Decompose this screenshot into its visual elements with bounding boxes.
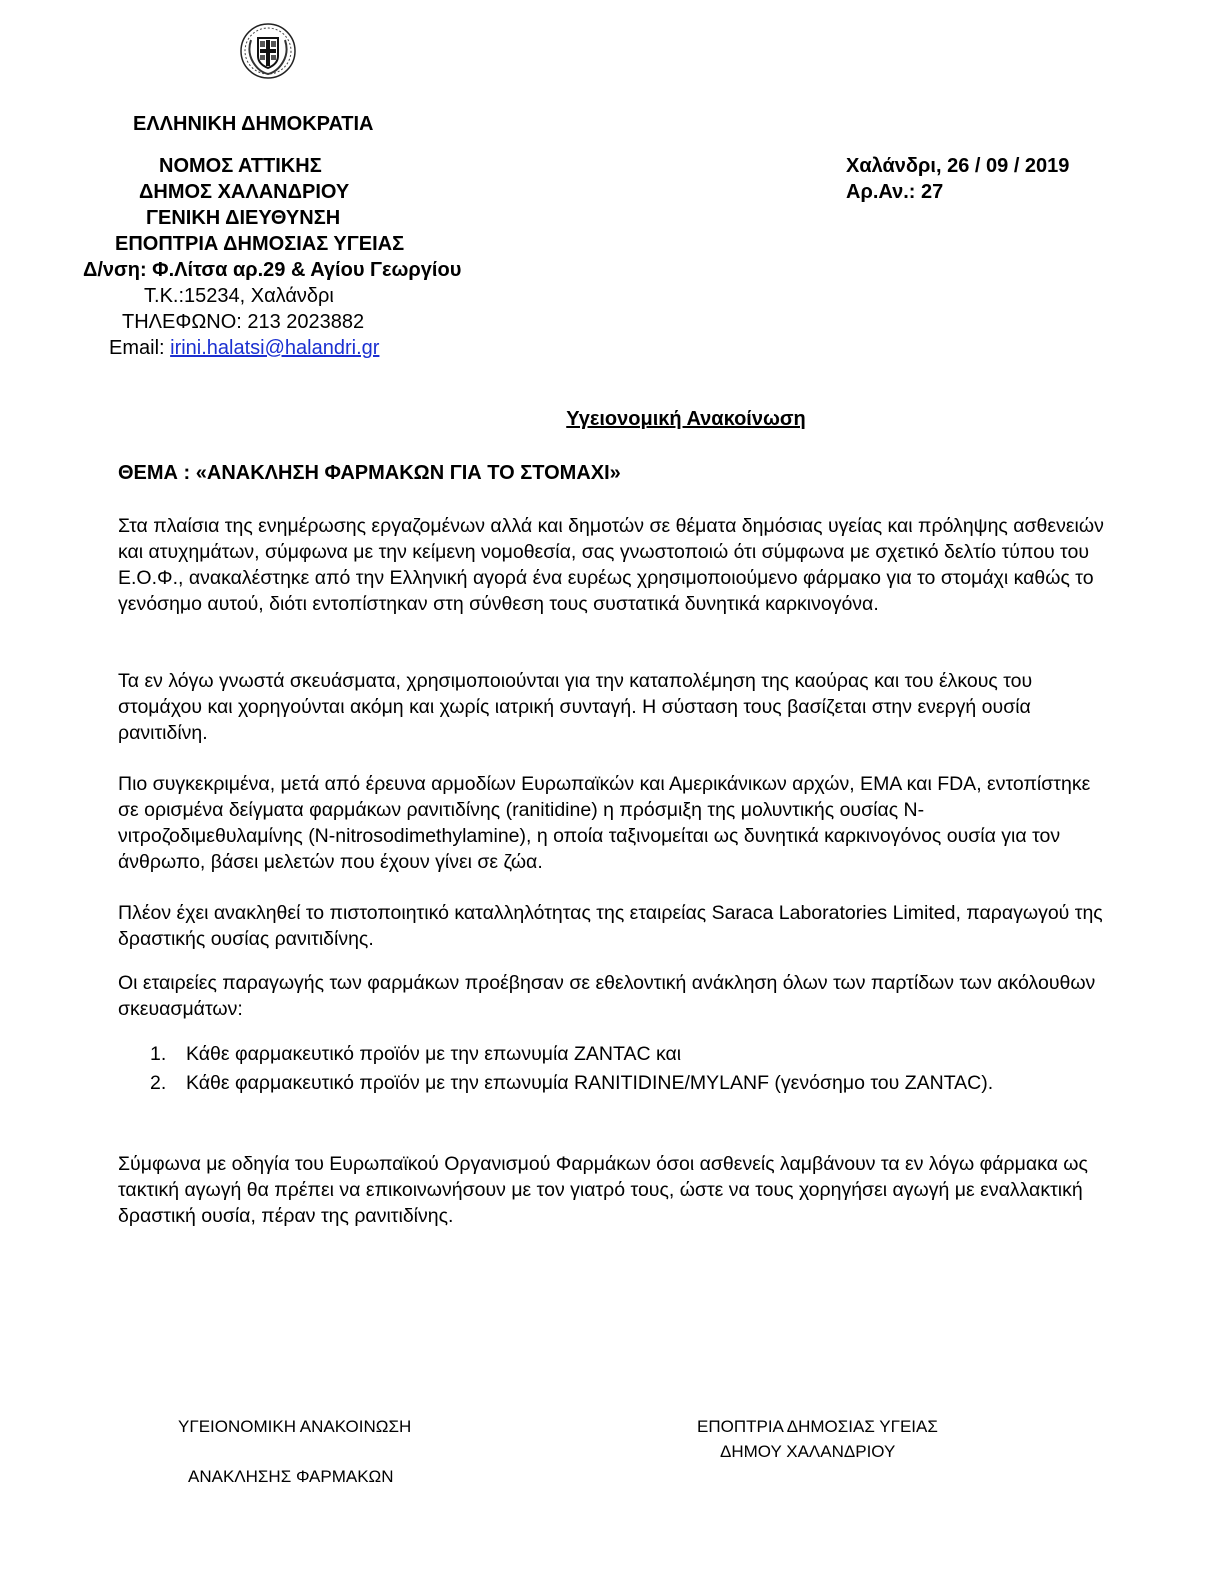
list-item-text: Κάθε φαρμακευτικό προϊόν με την επωνυμία ZANTAC και (186, 1043, 682, 1065)
municipality-line: ΔΗΜΟΣ ΧΑΛΑΝΔΡΙΟΥ (139, 181, 350, 203)
document-title (0, 408, 1224, 431)
footer-left-line1: ΥΓΕΙΟΝΟΜΙΚΗ ΑΝΑΚΟΙΝΩΣΗ (178, 1417, 412, 1436)
directorate-line: ΓΕΝΙΚΗ ΔΙΕΥΘΥΝΣΗ (146, 207, 341, 229)
email-line (109, 335, 379, 361)
postcode-line: Τ.Κ.:15234, Χαλάνδρι (144, 285, 334, 307)
paragraph: Τα εν λόγω γνωστά σκευάσματα, χρησιμοποιούνται για την καταπολέμηση της καούρας και του έλκους του στομάχου και χορηγούνται ακόμη και χωρίς ιατρική συνταγή. Η σύσταση τους βασίζεται στην ενεργή ουσία ρανιτιδίνη. (118, 670, 1033, 744)
recalled-products-list (150, 1041, 1080, 1099)
footer-right-line1: ΕΠΟΠΤΡΙΑ ΔΗΜΟΣΙΑΣ ΥΓΕΙΑΣ (697, 1417, 938, 1436)
date-line: Χαλάνδρι, 26 / 09 / 2019 (846, 155, 1070, 177)
list-item (150, 1041, 1080, 1067)
list-item-number: 1. (150, 1043, 167, 1065)
paragraph: Στα πλαίσια της ενημέρωσης εργαζομένων αλλά και δημοτών σε θέματα δημόσιας υγείας και πρόληψης ασθενειών και ατυχημάτων, σύμφωνα με την κείμενη νομοθεσία, σας γνωστοποιώ ότι σύμφωνα με σχετικό δελτίο τύπου του Ε.Ο.Φ., ανακαλέστηκε από την Ελληνική αγορά ένα ευρέως χρησιμοποιούμενο φάρμακο για το στομάχι καθώς το γενόσημο αυτού, διότι εντοπίστηκαν στη σύνθεση τους συστατικά δυνητικά καρκινογόνα. (118, 515, 1104, 615)
list-item (150, 1070, 1080, 1096)
list-item-text: Κάθε φαρμακευτικό προϊόν με την επωνυμία RANITIDINE/MYLANF (γενόσημο του ZANTAC). (186, 1072, 994, 1094)
address-line: Δ/νση: Φ.Λίτσα αρ.29 & Αγίου Γεωργίου (83, 259, 462, 281)
paragraph: Οι εταιρείες παραγωγής των φαρμάκων προέβησαν σε εθελοντική ανάκληση όλων των παρτίδων των ακόλουθων σκευασμάτων: (118, 972, 1096, 1020)
footer-right-line2: ΔΗΜΟΥ ΧΑΛΑΝΔΡΙΟΥ (720, 1442, 896, 1461)
phone-line: ΤΗΛΕΦΩΝΟ: 213 2023882 (122, 311, 365, 333)
footer-left-line2: ΑΝΑΚΛΗΣΗΣ ΦΑΡΜΑΚΩΝ (188, 1467, 394, 1486)
list-item-number: 2. (150, 1072, 167, 1094)
prefecture-line: ΝΟΜΟΣ ΑΤΤΙΚΗΣ (159, 155, 322, 177)
office-line: ΕΠΟΠΤΡΙΑ ΔΗΜΟΣΙΑΣ ΥΓΕΙΑΣ (115, 233, 405, 255)
date-ref-block (846, 153, 1069, 205)
email-label: Email: (109, 337, 171, 359)
document-title-text: Υγειονομική Ανακοίνωση (566, 408, 806, 430)
paragraph: Πιο συγκεκριμένα, μετά από έρευνα αρμοδίων Ευρωπαϊκών και Αμερικάνικων αρχών, ΕΜΑ και FDA, εντοπίστηκε σε ορισμένα δείγματα φαρμάκων ρανιτιδίνης (ranitidine) η πρόσμιξη της μολυντικής ουσίας N-νιτροζοδιμεθυλαμίνης (N-nitrosodimethylamine), η οποία ταξινομείται ως δυνητικά καρκινογόνος ουσία για τον άνθρωπο, βάσει μελετών που έχουν γίνει σε ζώα. (118, 773, 1091, 873)
email-link[interactable]: irini.halatsi@halandri.gr (170, 337, 380, 359)
republic-heading: ΕΛΛΗΝΙΚΗ ΔΗΜΟΚΡΑΤΙΑ (133, 113, 374, 135)
subject-line: ΘΕΜΑ : «ΑΝΑΚΛΗΣΗ ΦΑΡΜΑΚΩΝ ΓΙΑ ΤΟ ΣΤΟΜΑΧΙ» (118, 462, 621, 484)
greek-emblem-icon (239, 22, 297, 80)
paragraph: Πλέον έχει ανακληθεί το πιστοποιητικό καταλληλότητας της εταιρείας Saraca Laboratories Limited, παραγωγού της δραστικής ουσίας ρανιτιδίνης. (118, 902, 1103, 950)
reference-number: Αρ.Αν.: 27 (846, 181, 944, 203)
paragraph: Σύμφωνα με οδηγία του Ευρωπαϊκού Οργανισμού Φαρμάκων όσοι ασθενείς λαμβάνουν τα εν λόγω φάρμακα ως τακτική αγωγή θα πρέπει να επικοινωνήσουν με τον γιατρό τους, ώστε να τους χορηγήσει αγωγή με εναλλακτική δραστική ουσία, πέραν της ρανιτιδίνης. (118, 1153, 1088, 1227)
